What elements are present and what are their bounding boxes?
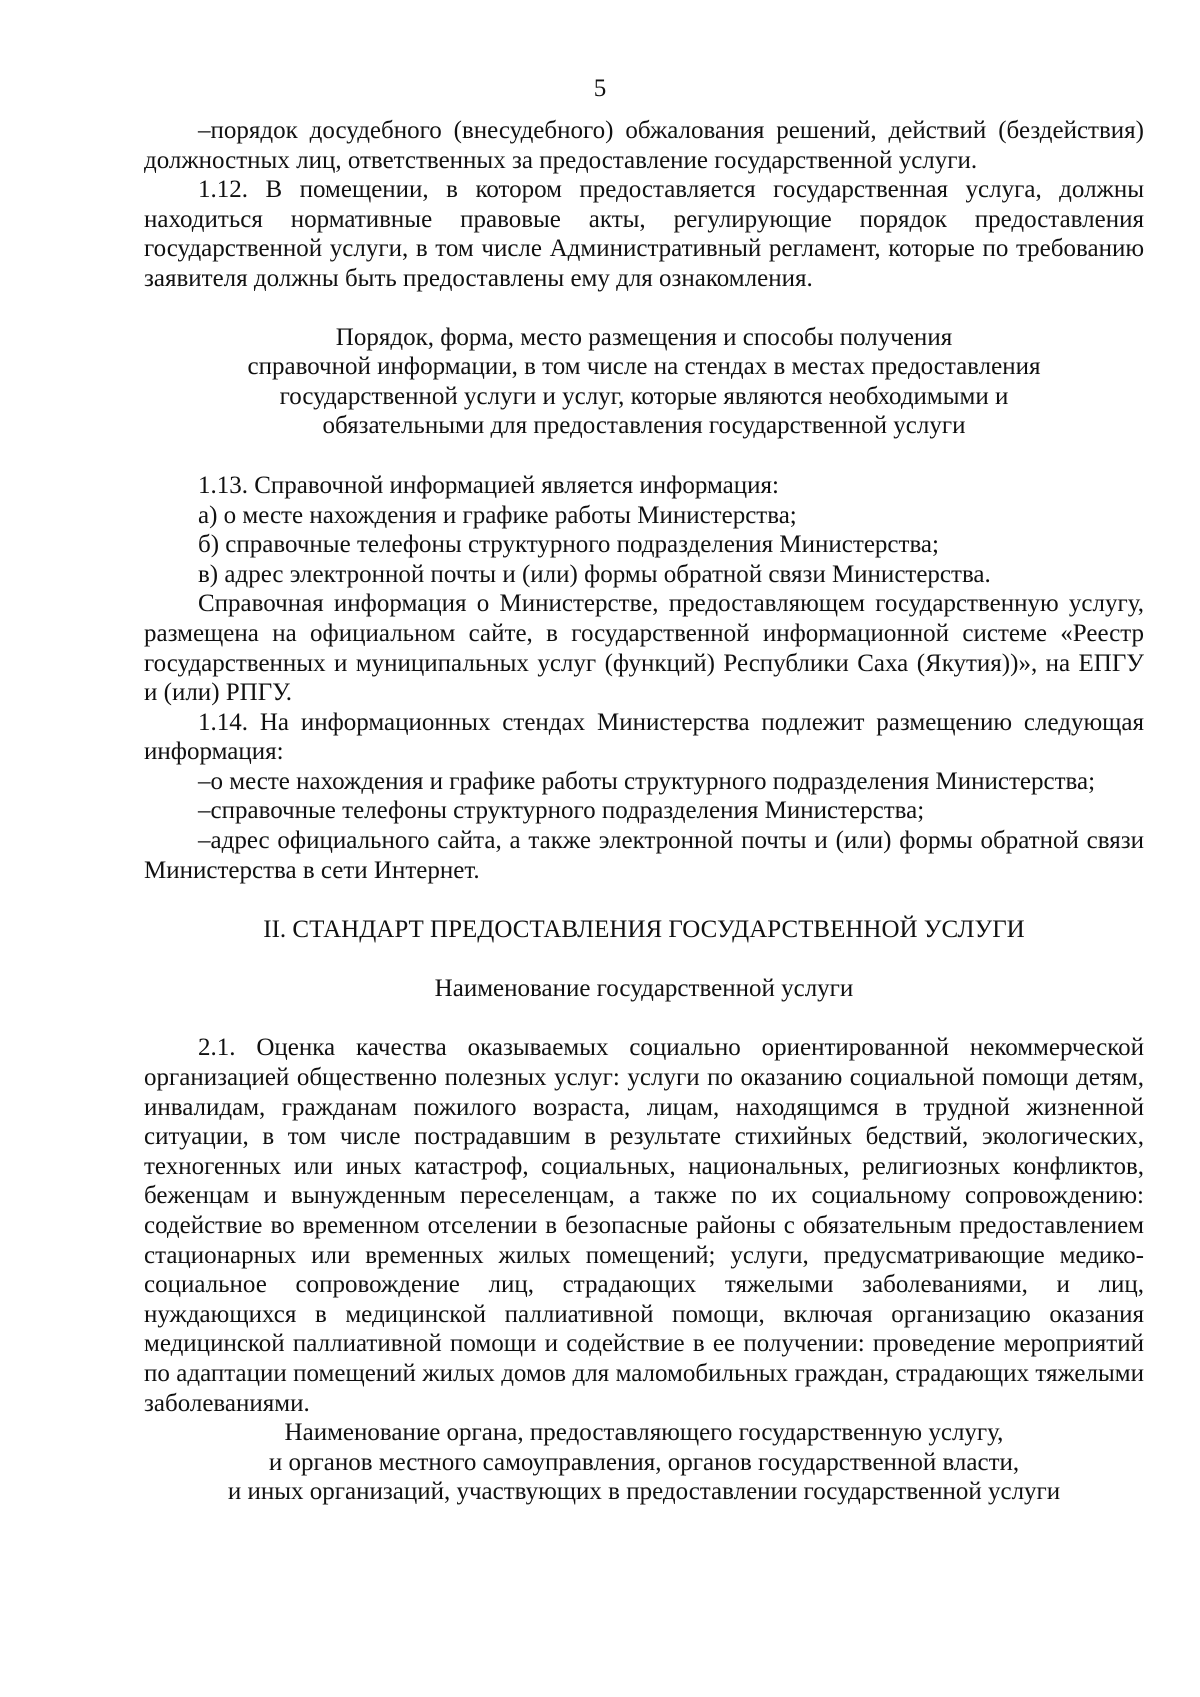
paragraph-1-12: 1.12. В помещении, в котором предоставляется государственная услуга, должны находиться нормативные правовые акты, регулирующие порядок предоставления государственной услуги, в том числе Административный регламент, которые по требованию заявителя должны быть предоставлены ему для ознакомления.	[144, 176, 1144, 292]
section-title-ii: II. СТАНДАРТ ПРЕДОСТАВЛЕНИЯ ГОСУДАРСТВЕННОЙ УСЛУГИ	[263, 916, 1025, 944]
heading-reference-info	[144, 323, 1144, 441]
document-body	[144, 116, 1144, 1507]
heading-authorities	[144, 1418, 1144, 1507]
paragraph-reference-placement: Справочная информация о Министерстве, предоставляющем государственную услугу, размещена на официальном сайте, в государственной информационной системе «Реестр государственных и муниципальных услуг (функций) Республики Саха (Якутия))», на ЕПГУ и (или) РПГУ.	[144, 590, 1144, 707]
heading-line: справочной информации, в том числе на стендах в местах предоставления	[247, 353, 1041, 381]
list-item-phones: –справочные телефоны структурного подразделения Министерства;	[198, 797, 925, 825]
heading-line: и органов местного самоуправления, органов государственной власти,	[268, 1448, 1020, 1476]
heading-line: и иных организаций, участвующих в предоставлении государственной услуги	[227, 1478, 1061, 1506]
page-number: 5	[593, 75, 607, 102]
heading-line: Наименование органа, предоставляющего государственную услугу,	[284, 1419, 1004, 1447]
paragraph-1-13: 1.13. Справочной информацией является информация:	[198, 471, 779, 499]
list-item-c: в) адрес электронной почты и (или) формы обратной связи Министерства.	[198, 560, 991, 588]
subheading-service-name: Наименование государственной услуги	[434, 974, 854, 1002]
heading-line: обязательными для предоставления государственной услуги	[322, 412, 966, 440]
paragraph-appeal-procedure: –порядок досудебного (внесудебного) обжалования решений, действий (бездействия) должностных лиц, ответственных за предоставление государственной услуги.	[144, 117, 1144, 174]
heading-line: Порядок, форма, место размещения и способы получения	[335, 323, 953, 351]
paragraph-1-14: 1.14. На информационных стендах Министерства подлежит размещению следующая информация:	[144, 708, 1144, 766]
list-item-b: б) справочные телефоны структурного подразделения Министерства;	[198, 531, 939, 559]
paragraph-2-1: 2.1. Оценка качества оказываемых социально ориентированной некоммерческой организацией общественно полезных услуг: услуги по оказанию социальной помощи детям, инвалидам, гражданам пожилого возраста, лицам, находящимся в трудной жизненной ситуации, в том числе пострадавшим в результате стихийных бедствий, экологических, техногенных или иных катастроф, социальных, национальных, религиозных конфликтов, беженцам и вынужденным переселенцам, а также по их социальному сопровождению: содействие во временном отселении в безопасные районы с обязательным предоставлением стационарных или временных жилых помещений; услуги, предусматривающие медико-социальное сопровождение лиц, страдающих тяжелыми заболеваниями, и лиц, нуждающихся в медицинской паллиативной помощи, включая организацию оказания медицинской паллиативной помощи и содействие в ее получении: проведение мероприятий по адаптации помещений жилых домов для маломобильных граждан, страдающих тяжелыми заболеваниями.	[144, 1034, 1144, 1417]
list-item-location: –о месте нахождения и графике работы структурного подразделения Министерства;	[198, 767, 1096, 795]
heading-line: государственной услуги и услуг, которые являются необходимыми и	[279, 382, 1009, 410]
list-item-a: а) о месте нахождения и графике работы Министерства;	[198, 501, 797, 529]
list-item-website: –адрес официального сайта, а также электронной почты и (или) формы обратной связи Министерства в сети Интернет.	[144, 827, 1144, 884]
